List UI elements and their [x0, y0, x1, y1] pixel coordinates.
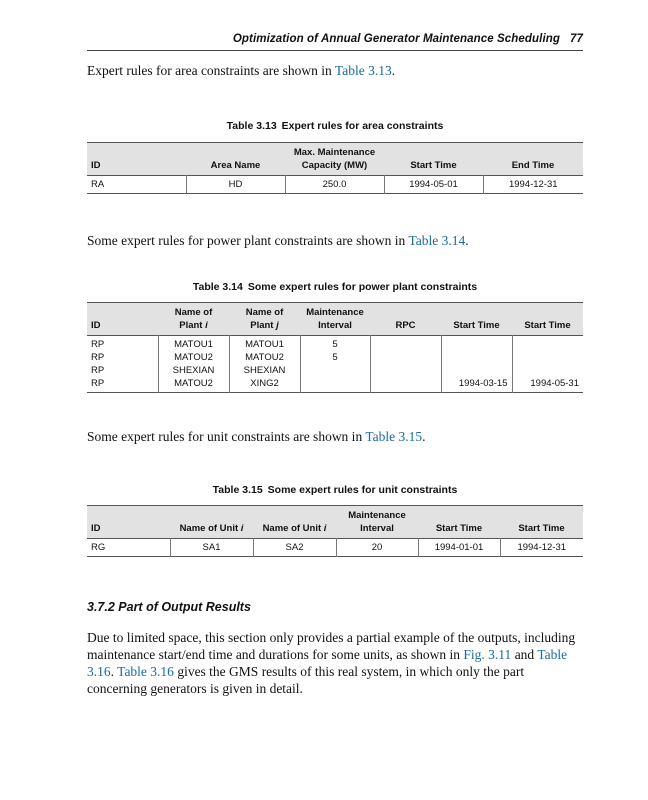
cell-id: RA	[91, 179, 105, 190]
table-header-row	[87, 143, 583, 176]
paragraph-end: .	[391, 63, 396, 78]
cell-rpc	[370, 336, 441, 352]
col-interval-line1: Maintenance	[306, 307, 364, 318]
caption-title: Some expert rules for power plant constraints	[247, 281, 478, 293]
paragraph-end: .	[465, 233, 469, 248]
cell-start-2	[512, 364, 583, 377]
paragraph-output-results	[87, 629, 583, 697]
table-row	[87, 336, 583, 352]
table-3-15-link[interactable]: Table 3.15	[365, 429, 423, 444]
col-start-time: Start Time	[410, 160, 457, 171]
fig-3-11-link[interactable]: Fig. 3.11	[463, 647, 512, 662]
page	[87, 0, 583, 800]
table-3-14-caption	[87, 281, 583, 293]
cell-interval: 20	[336, 539, 418, 557]
table-row	[87, 351, 583, 364]
paragraph-text: Due to limited space, this section only provides a partial example of the outputs, including maintenance start/end time and durations for some units, as shown in	[87, 630, 576, 662]
cell-plant-i: SHEXIAN	[158, 364, 229, 377]
caption-label: Table 3.13	[226, 120, 277, 132]
table-3-15-caption	[87, 484, 583, 496]
table-3-14-link[interactable]: Table 3.14	[408, 233, 466, 248]
table-header-row	[87, 303, 583, 336]
col-id: ID	[91, 320, 101, 331]
table-row	[87, 364, 583, 377]
page-number: 77	[570, 33, 583, 45]
cell-rpc	[370, 377, 441, 393]
table-3-13-caption	[87, 120, 583, 132]
cell-interval	[300, 377, 370, 393]
cell-plant-j: XING2	[229, 377, 300, 393]
cell-rpc	[370, 364, 441, 377]
cell-start-2	[512, 351, 583, 364]
cell-interval: 5	[300, 336, 370, 352]
col-start-time-2: Start Time	[524, 320, 571, 331]
table-row	[87, 539, 583, 557]
cell-plant-i: MATOU2	[158, 377, 229, 393]
paragraph-text: and	[511, 647, 538, 662]
cell-id: RP	[91, 365, 105, 376]
col-rpc: RPC	[395, 320, 416, 331]
caption-label: Table 3.14	[192, 281, 243, 293]
cell-plant-i: MATOU2	[158, 351, 229, 364]
cell-start: 1994-01-01	[418, 539, 500, 557]
col-interval-line2: Interval	[318, 320, 352, 331]
cell-interval: 5	[300, 351, 370, 364]
paragraph-text: Some expert rules for unit constraints are shown in	[87, 429, 366, 444]
col-end-time: End Time	[511, 160, 555, 171]
paragraph-text: gives the GMS results of this real system, in which only the part concerning generators is given in detail.	[87, 664, 525, 696]
col-plant-i-line1: Name of	[174, 307, 213, 318]
cell-rpc	[370, 351, 441, 364]
table-3-14	[87, 302, 583, 393]
cell-start-2	[512, 336, 583, 352]
header-rule	[87, 50, 583, 51]
col-start-time: Start Time	[453, 320, 500, 331]
paragraph-plant-rules	[87, 232, 583, 249]
cell-id: RP	[91, 378, 105, 389]
col-plant-j-line2: Plant	[250, 320, 274, 331]
col-unit-j-var: i	[323, 523, 327, 534]
cell-start: 1994-03-15	[441, 377, 512, 393]
col-interval	[300, 303, 370, 336]
running-head-title: Optimization of Annual Generator Maintenance Scheduling	[232, 33, 560, 45]
cell-end: 1994-12-31	[483, 176, 583, 194]
table-3-16-link[interactable]: Table 3.16	[117, 664, 174, 679]
col-plant-j-line1: Name of	[245, 307, 284, 318]
cell-interval	[300, 364, 370, 377]
col-plant-i	[158, 303, 229, 336]
table-row	[87, 176, 583, 194]
cell-id: RG	[91, 542, 106, 553]
cell-id: RP	[91, 339, 105, 350]
col-unit-i-label: Name of Unit	[179, 523, 239, 534]
running-head	[87, 33, 583, 45]
paragraph-area-rules	[87, 62, 583, 79]
paragraph-text: .	[110, 664, 118, 679]
cell-start	[441, 336, 512, 352]
col-unit-i	[170, 506, 253, 539]
cell-start-2: 1994-05-31	[512, 377, 583, 393]
cell-area: HD	[186, 176, 285, 194]
col-plant-j-var: j	[276, 320, 279, 331]
table-3-13-link[interactable]: Table 3.13	[334, 63, 392, 78]
table-3-15	[87, 505, 583, 557]
paragraph-end: .	[422, 429, 426, 444]
col-unit-j-label: Name of Unit	[262, 523, 322, 534]
paragraph-text: Expert rules for area constraints are shown in	[87, 63, 335, 78]
col-unit-j	[253, 506, 336, 539]
col-start-time: Start Time	[435, 523, 483, 534]
cell-start-2: 1994-12-31	[500, 539, 583, 557]
cell-plant-i: MATOU1	[158, 336, 229, 352]
col-interval-line1: Maintenance	[348, 510, 406, 521]
cell-id: RP	[91, 352, 105, 363]
col-capacity-line2: Capacity (MW)	[301, 160, 368, 171]
col-start-time-2: Start Time	[518, 523, 565, 534]
caption-title: Some expert rules for unit constraints	[267, 484, 458, 496]
cell-plant-j: SHEXIAN	[229, 364, 300, 377]
caption-label: Table 3.15	[212, 484, 263, 496]
caption-title: Expert rules for area constraints	[281, 120, 444, 132]
paragraph-text: Some expert rules for power plant constraints are shown in	[87, 233, 409, 248]
cell-unit-j: SA2	[253, 539, 336, 557]
cell-unit-i: SA1	[170, 539, 253, 557]
table-header-row	[87, 506, 583, 539]
paragraph-unit-rules	[87, 428, 583, 445]
col-plant-i-line2: Plant	[179, 320, 203, 331]
cell-start: 1994-05-01	[384, 176, 483, 194]
table-3-13	[87, 142, 583, 194]
col-id: ID	[91, 160, 101, 171]
col-plant-i-var: i	[205, 320, 208, 331]
col-capacity-line1: Max. Maintenance	[293, 147, 376, 158]
table-row	[87, 377, 583, 393]
cell-plant-j: MATOU1	[229, 336, 300, 352]
cell-start	[441, 351, 512, 364]
col-area-name: Area Name	[210, 160, 261, 171]
col-plant-j	[229, 303, 300, 336]
col-id: ID	[91, 523, 101, 534]
col-interval-line2: Interval	[360, 523, 394, 534]
table-3-16-link[interactable]: Table 3.16	[87, 647, 568, 679]
col-unit-i-var: i	[240, 523, 244, 534]
cell-capacity: 250.0	[285, 176, 384, 194]
col-capacity	[285, 143, 384, 176]
cell-plant-j: MATOU2	[229, 351, 300, 364]
cell-start	[441, 364, 512, 377]
section-heading: 3.7.2 Part of Output Results	[87, 600, 251, 614]
col-interval	[336, 506, 418, 539]
